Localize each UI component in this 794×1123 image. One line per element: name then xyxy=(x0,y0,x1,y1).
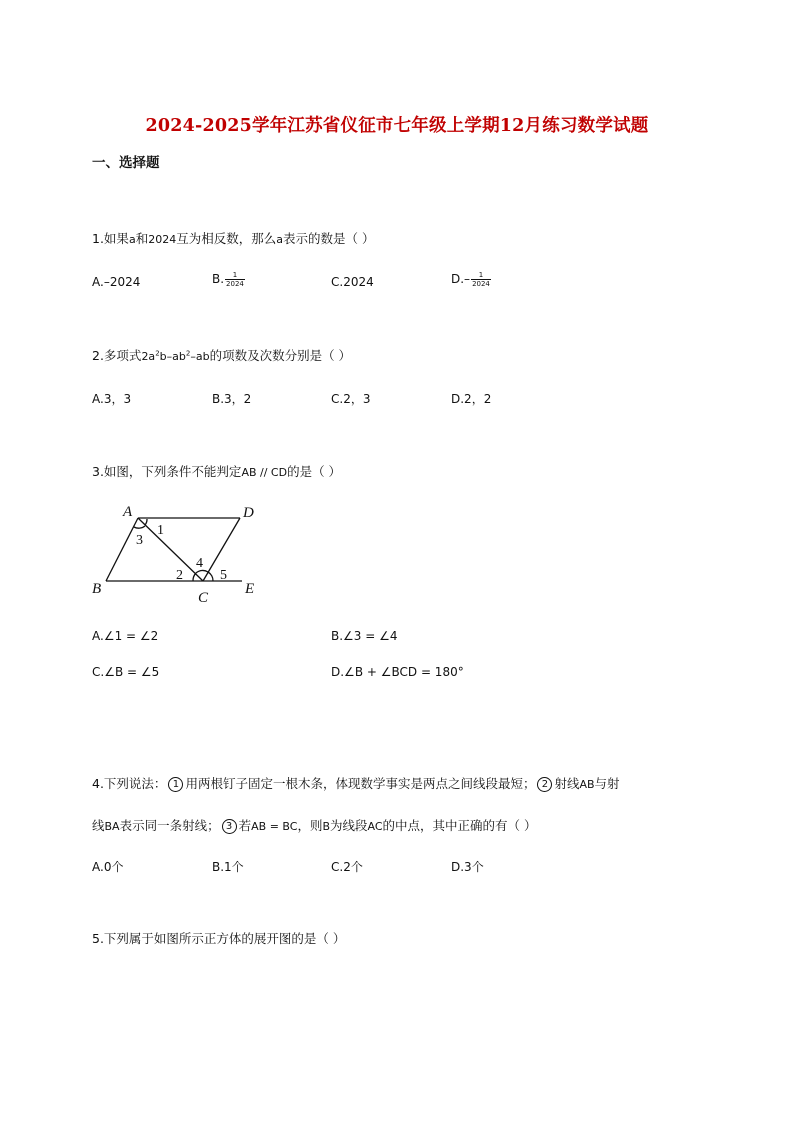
q2-polynomial xyxy=(141,350,209,363)
q1-number: 2024 xyxy=(148,233,177,246)
q1-text-c: 互为相反数，那么 xyxy=(176,231,277,246)
circled-number-3: 3 xyxy=(222,819,237,834)
q4-text-e: 线 xyxy=(92,818,105,833)
q3-option-a[interactable]: A.∠1 = ∠2 xyxy=(92,629,159,643)
question-4-line-1 xyxy=(92,774,620,792)
q3-expression: AB // CD xyxy=(241,466,288,479)
q3-option-b[interactable]: B.∠3 = ∠4 xyxy=(331,629,398,643)
angle-2-arc xyxy=(193,573,196,581)
q4-text-i: 的中点，其中正确的有（ ） xyxy=(382,818,537,833)
q4-segment-ac: AC xyxy=(367,820,383,833)
q4-statement-2: 表示同一条射线； xyxy=(119,818,220,833)
q2-option-d[interactable]: D.2，2 xyxy=(451,392,492,406)
poly-exponent-2: 2 xyxy=(185,349,191,358)
q1-option-d-fraction xyxy=(471,271,491,288)
label-b: B xyxy=(92,581,102,597)
question-4-line-2 xyxy=(92,816,537,834)
q4-text-f: 若 xyxy=(238,818,252,833)
q4-ray-ba: BA xyxy=(104,820,120,833)
label-c: C xyxy=(198,590,209,606)
q3-option-d[interactable]: D.∠B + ∠BCD = 180° xyxy=(331,665,464,679)
angle-label-3: 3 xyxy=(136,533,143,548)
angle-5-arc xyxy=(208,572,213,581)
q1-text-d: 表示的数是（ ） xyxy=(282,231,375,246)
question-1-stem xyxy=(92,229,374,247)
poly-exponent-1: 2 xyxy=(155,349,160,358)
q3-text-b: 的是（ ） xyxy=(287,464,342,479)
q2-option-a[interactable]: A.3，3 xyxy=(92,392,132,406)
question-5-stem: 5.下列属于如图所示正方体的展开图的是（ ） xyxy=(92,931,346,946)
angle-label-4: 4 xyxy=(196,556,203,571)
q4-text-d: 与射 xyxy=(594,776,620,791)
q4-option-d[interactable]: D.3个 xyxy=(451,860,484,874)
q4-equation: AB = BC xyxy=(251,820,298,833)
q1-option-b-fraction xyxy=(225,271,245,288)
label-a: A xyxy=(123,504,133,520)
parallelogram-figure xyxy=(90,498,270,608)
section-heading: 一、选择题 xyxy=(92,155,160,171)
q4-text-h: 为线段 xyxy=(330,818,368,833)
q1-option-d[interactable] xyxy=(451,271,491,288)
fraction-denominator: 2024 xyxy=(226,280,244,288)
q4-text-a: 4.下列说法： xyxy=(92,776,167,791)
q1-option-b[interactable] xyxy=(212,271,245,288)
line-ac xyxy=(138,518,203,581)
q4-ray-ab: AB xyxy=(579,778,595,791)
q1-option-b-prefix: B. xyxy=(212,272,225,286)
label-e: E xyxy=(245,581,255,597)
q2-option-b[interactable]: B.3，2 xyxy=(212,392,252,406)
circled-number-2: 2 xyxy=(537,777,552,792)
q4-text-g: ，则 xyxy=(297,818,323,833)
angle-label-5: 5 xyxy=(220,568,227,583)
fraction-numerator: 1 xyxy=(225,271,245,280)
fraction-denominator: 2024 xyxy=(472,280,490,288)
poly-part-b: b–ab xyxy=(159,350,186,363)
poly-part-a: 2a xyxy=(141,350,156,363)
q3-text-a: 3.如图，下列条件不能判定 xyxy=(92,464,242,479)
q4-option-c[interactable]: C.2个 xyxy=(331,860,363,874)
q2-text-a: 2.多项式 xyxy=(92,348,142,363)
fraction-numerator: 1 xyxy=(471,271,491,280)
label-d: D xyxy=(243,505,254,521)
q4-text-c: 射线 xyxy=(554,776,580,791)
q1-text-b: 和 xyxy=(135,231,149,246)
q1-var-a: a xyxy=(128,233,136,246)
circled-number-1: 1 xyxy=(168,777,183,792)
q1-option-d-prefix: D.– xyxy=(451,272,471,286)
poly-part-c: –ab xyxy=(190,350,210,363)
angle-label-2: 2 xyxy=(176,568,183,583)
q2-option-c[interactable]: C.2，3 xyxy=(331,392,371,406)
angle-label-1: 1 xyxy=(157,523,164,538)
q4-option-a[interactable]: A.0个 xyxy=(92,860,124,874)
question-2-stem xyxy=(92,346,351,364)
angle-1-arc xyxy=(145,519,147,525)
q4-statement-1: 用两根钉子固定一根木条，体现数学事实是两点之间线段最短； xyxy=(185,776,536,791)
line-ab xyxy=(106,518,138,581)
q1-option-a[interactable]: A.–2024 xyxy=(92,275,141,289)
q1-text-a: 1.如果 xyxy=(92,231,129,246)
q2-text-b: 的项数及次数分别是（ ） xyxy=(209,348,352,363)
angle-3-arc xyxy=(134,526,145,528)
q1-var-a2: a xyxy=(276,233,283,246)
q4-point-b: B xyxy=(322,820,331,833)
q1-option-c[interactable]: C.2024 xyxy=(331,275,374,289)
page-title: 2024-2025学年江苏省仪征市七年级上学期12月练习数学试题 xyxy=(145,116,649,136)
q3-option-c[interactable]: C.∠B = ∠5 xyxy=(92,665,160,679)
question-3-stem xyxy=(92,462,341,480)
q4-option-b[interactable]: B.1个 xyxy=(212,860,244,874)
